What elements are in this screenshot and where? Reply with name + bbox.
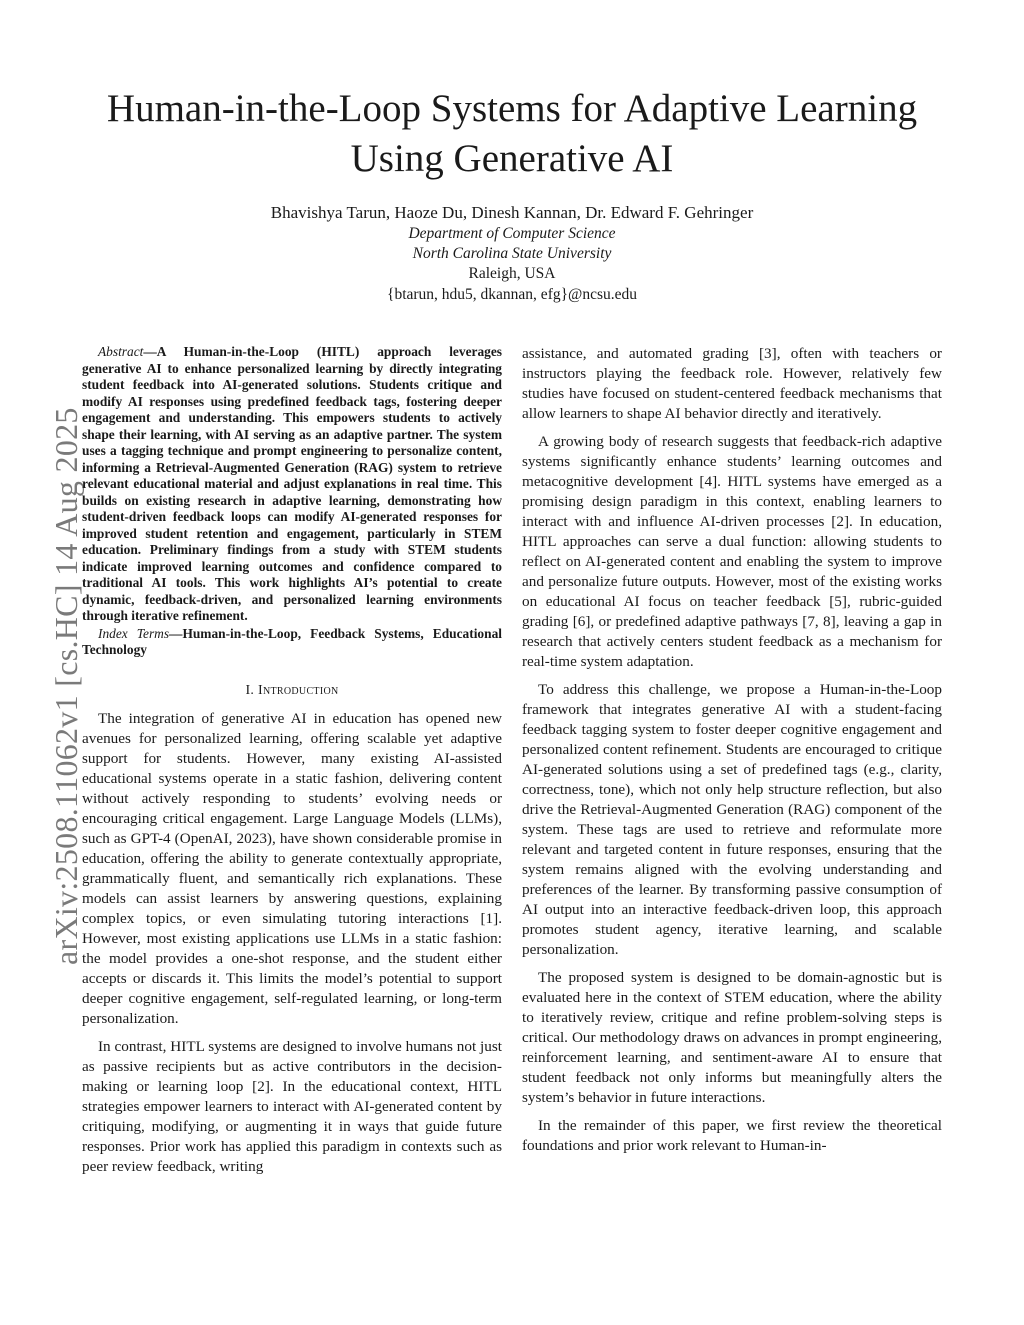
abstract-lead: Abstract	[98, 344, 144, 359]
intro-paragraph-3: A growing body of research suggests that feedback-rich adaptive systems significantly enhance students’ learning outcomes and metacognitive development [4]. HITL systems have emerged as a promising design paradigm in this context, enabling learners to interact with and influence AI-driven processes [2]. In education, HITL approaches can serve a dual function: allowing students to reflect on AI-generated content and enabling the system to improve and personalize future outputs. However, most of the existing works on educational AI focus on teacher feedback [5], rubric-guided grading [6], or predefined adaptive pathways [7, 8], leaving a gap in research that actively centers student feedback as a mechanism for real-time system adaptation.	[522, 433, 942, 670]
intro-paragraph-5: The proposed system is designed to be domain-agnostic but is evaluated here in the context of STEM education, where the ability to iteratively review, critique and refine problem-solving steps is critical. Our methodology draws on advances in prompt engineering, reinforcement learning, and sentiment-aware AI to ensure that student feedback not only informs but meaningfully alters the system’s behavior in future interactions.	[522, 969, 942, 1106]
intro-paragraph-2-continued: assistance, and automated grading [3], often with teachers or instructors playing the feedback role. However, relatively few studies have focused on student-centered feedback mechanisms that allow learners to shape AI behavior directly and iteratively.	[522, 345, 942, 422]
intro-paragraph-1: The integration of generative AI in education has opened new avenues for personalized learning, offering scalable yet adaptive support for students. However, many existing AI-assisted educational systems operate in a static fashion, delivering content without actively responding to students’ evolving needs or encouraging critical engagement. Large Language Models (LLMs), such as GPT-4 (OpenAI, 2023), have shown considerable promise in education, offering the ability to generate contextually appropriate, grammatically fluent, and semantically rich explanations. These models can assist learners by answering questions, explaining complex topics, or even simulating tutoring interactions [1]. However, most existing applications use LLMs in a static fashion: the model provides a one-shot response, and the student either accepts or discards it. This limits the model’s potential to support deeper cognitive engagement, self-regulated learning, or long-term personalization.	[82, 709, 502, 1027]
index-terms	[82, 626, 502, 659]
section-heading-introduction: I. Introduction	[245, 682, 339, 698]
arxiv-identifier: arXiv:2508.11062v1 [cs.HC] 14 Aug 2025	[48, 407, 84, 965]
paper-title	[60, 84, 964, 184]
index-terms-text: —Human-in-the-Loop, Feedback Systems, Educational Technology	[82, 625, 502, 657]
intro-paragraph-2: In contrast, HITL systems are designed to involve humans not just as passive recipients but as active contributors in the decision-making or learning loop [2]. In the educational context, HITL strategies empower learners to interact with AI-generated content by critiquing, modifying, or augmenting it in ways that guide future responses. Prior work has applied this paradigm in contexts such as peer review feedback, writing	[82, 1037, 502, 1175]
intro-paragraph-6: In the remainder of this paper, we first review the theoretical foundations and prior work relevant to Human-in-	[522, 1117, 942, 1154]
location: Raleigh, USA	[468, 265, 556, 282]
author-emails: {btarun, hdu5, dkannan, efg}@ncsu.edu	[387, 286, 637, 303]
university: North Carolina State University	[412, 245, 612, 262]
author-list: Bhavishya Tarun, Haoze Du, Dinesh Kannan, Dr. Edward F. Gehringer	[270, 203, 754, 222]
abstract-text: —A Human-in-the-Loop (HITL) approach leverages generative AI to enhance personalized learning by directly integrating student feedback into AI-generated solutions. Students critique and modify AI responses using predefined feedback tags, fostering deeper engagement and understanding. This empowers students to actively shape their learning, with AI serving as an adaptive partner. The system uses a tagging technique and prompt engineering to personalize content, informing a Retrieval-Augmented Generation (RAG) system to retrieve relevant educational material and adjust explanations in real time. This builds on existing research in adaptive learning, demonstrating how student-driven feedback loops can modify AI-generated responses for improved student retention and engagement, particularly in STEM education. Preliminary findings from a study with STEM students indicate improved learning outcomes and confidence compared to traditional AI tools. This work highlights AI’s potential to create dynamic, feedback-driven, and personalized learning environments through iterative refinement.	[82, 344, 502, 623]
department: Department of Computer Science	[408, 225, 616, 242]
right-column	[522, 344, 942, 1156]
left-column	[82, 344, 502, 1177]
abstract	[82, 344, 502, 625]
intro-paragraph-4: To address this challenge, we propose a Human-in-the-Loop framework that integrates generative AI with a student-facing feedback tagging system to foster deeper cognitive engagement and personalized content refinement. Students are encouraged to critique AI-generated solutions using a set of predefined tags (e.g., clarity, correctness, tone), which not only help structure reflection, but also drive the Retrieval-Augmented Generation (RAG) component of the system. These tags are used to retrieve and reformulate more relevant and targeted content in future responses, ensuring that the system remains aligned with the evolving understanding and preferences of the learner. By transforming passive consumption of AI output into an interactive feedback-driven loop, this approach promotes student agency, iterative learning, and scalable personalization.	[522, 681, 942, 958]
paper-title-line-1: Human-in-the-Loop Systems for Adaptive Learning	[106, 87, 918, 130]
index-terms-lead: Index Terms	[98, 625, 170, 641]
paper-title-line-2: Using Generative AI	[350, 137, 674, 180]
